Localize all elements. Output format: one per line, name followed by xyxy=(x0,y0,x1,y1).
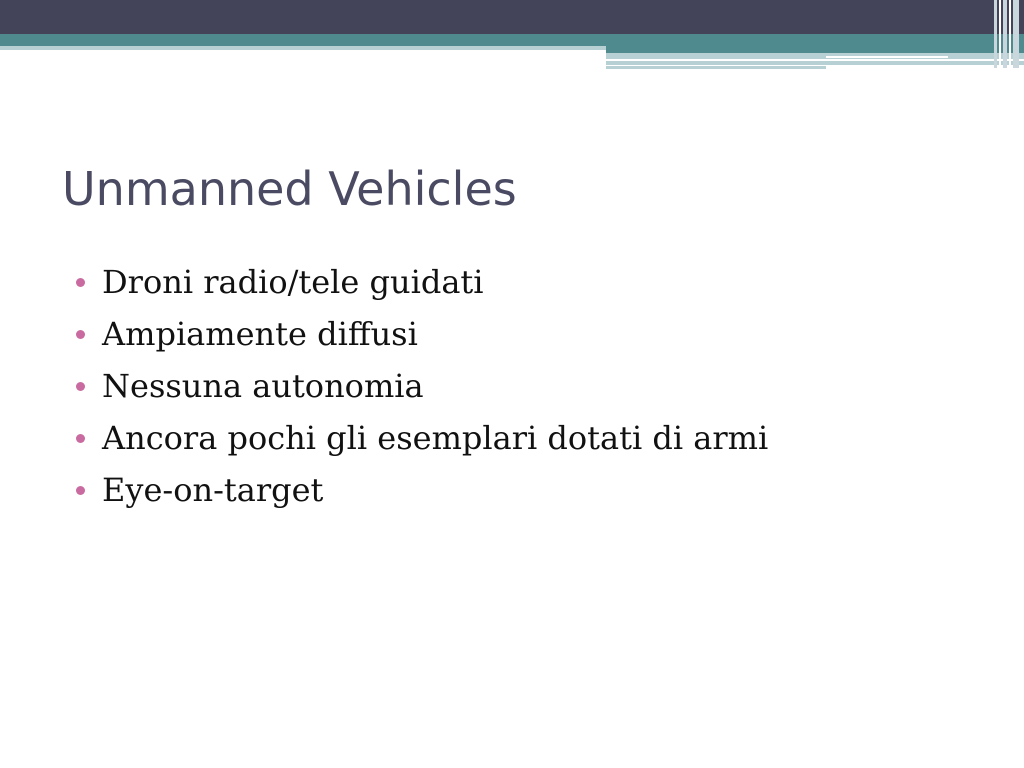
bullet-item xyxy=(72,360,768,412)
bullet-text: Ampiamente diffusi xyxy=(102,315,418,353)
bullet-marker-icon xyxy=(76,434,85,443)
corner-stripe xyxy=(1013,0,1019,68)
bullet-item xyxy=(72,464,768,516)
bullet-item xyxy=(72,256,768,308)
corner-stripe-gap xyxy=(999,0,1001,68)
corner-stripe xyxy=(994,0,997,68)
bullet-text: Droni radio/tele guidati xyxy=(102,263,484,301)
corner-stripe xyxy=(1003,0,1007,68)
header-white-accent-line xyxy=(826,56,948,58)
bullet-marker-icon xyxy=(76,278,85,287)
header-band-dark xyxy=(0,0,1024,34)
slide-title: Unmanned Vehicles xyxy=(62,162,517,216)
bullet-marker-icon xyxy=(76,330,85,339)
bullet-marker-icon xyxy=(76,382,85,391)
bullet-list xyxy=(72,256,768,516)
header-band-light xyxy=(0,46,606,50)
bullet-text: Ancora pochi gli esemplari dotati di armi xyxy=(102,419,769,457)
bullet-marker-icon xyxy=(76,486,85,495)
bullet-item xyxy=(72,308,768,360)
header-band-teal-extension xyxy=(606,46,1024,53)
header-band-teal xyxy=(0,34,1024,46)
header-thin-line-short xyxy=(606,66,826,69)
header-thin-line xyxy=(606,61,1024,65)
bullet-text: Nessuna autonomia xyxy=(102,367,424,405)
bullet-item xyxy=(72,412,768,464)
header-band-step xyxy=(606,53,1024,59)
corner-stripe-gap xyxy=(1009,0,1011,68)
bullet-text: Eye-on-target xyxy=(102,471,324,509)
